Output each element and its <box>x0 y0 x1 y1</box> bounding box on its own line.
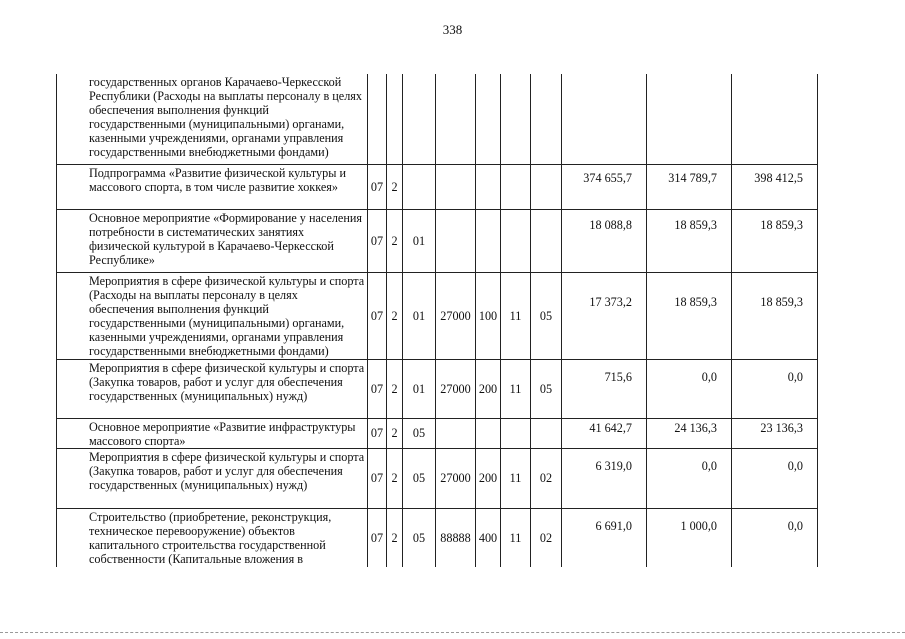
code-subdivision: 05 <box>531 359 562 418</box>
code-division: 11 <box>501 508 531 567</box>
code-subdivision: 05 <box>531 272 562 359</box>
table-row <box>57 448 818 508</box>
code-direction <box>436 418 476 448</box>
code-event: 05 <box>403 508 436 567</box>
code-expense-type <box>476 74 501 164</box>
scan-edge-line <box>0 632 905 633</box>
code-expense-type: 100 <box>476 272 501 359</box>
row-description: Строительство (приобретение, реконструкция, техническое перевооружение) объектов капитального строительства государственной собственности (Капитальные вложения в <box>57 508 368 567</box>
code-expense-type: 400 <box>476 508 501 567</box>
code-division: 11 <box>501 359 531 418</box>
code-division <box>501 164 531 209</box>
code-program: 2 <box>387 418 403 448</box>
code-direction <box>436 209 476 272</box>
code-section: 07 <box>368 164 387 209</box>
code-event: 01 <box>403 359 436 418</box>
code-event: 05 <box>403 418 436 448</box>
amount-year-3 <box>732 74 818 164</box>
code-direction <box>436 164 476 209</box>
code-direction: 27000 <box>436 448 476 508</box>
amount-year-2: 1 000,0 <box>647 508 732 567</box>
amount-year-1: 6 319,0 <box>562 448 647 508</box>
code-subdivision <box>531 418 562 448</box>
code-expense-type <box>476 164 501 209</box>
table-row <box>57 209 818 272</box>
code-event <box>403 74 436 164</box>
amount-year-3: 0,0 <box>732 508 818 567</box>
row-description: Мероприятия в сфере физической культуры и спорта (Расходы на выплаты персоналу в целях обеспечения выполнения функций государственными (муниципальными) органами, казенными учреждениями, органами управления государственными внебюджетными фондами) <box>57 272 368 359</box>
code-program: 2 <box>387 359 403 418</box>
code-division <box>501 418 531 448</box>
code-program: 2 <box>387 508 403 567</box>
table-row <box>57 272 818 359</box>
code-expense-type: 200 <box>476 359 501 418</box>
code-subdivision <box>531 209 562 272</box>
table-row <box>57 508 818 567</box>
code-direction: 88888 <box>436 508 476 567</box>
code-expense-type <box>476 418 501 448</box>
row-description: государственных органов Карачаево-Черкесской Республики (Расходы на выплаты персоналу в целях обеспечения выполнения функций государственными (муниципальными) органами, казенными учреждениями, органами управления государственными внебюджетными фондами) <box>57 74 368 164</box>
table-row <box>57 164 818 209</box>
amount-year-2: 24 136,3 <box>647 418 732 448</box>
amount-year-1 <box>562 74 647 164</box>
amount-year-3: 23 136,3 <box>732 418 818 448</box>
amount-year-1: 17 373,2 <box>562 272 647 359</box>
amount-year-3: 18 859,3 <box>732 209 818 272</box>
amount-year-2: 0,0 <box>647 448 732 508</box>
code-section: 07 <box>368 508 387 567</box>
code-event: 01 <box>403 272 436 359</box>
code-event <box>403 164 436 209</box>
code-subdivision: 02 <box>531 508 562 567</box>
row-description: Основное мероприятие «Развитие инфраструктуры массового спорта» <box>57 418 368 448</box>
code-direction: 27000 <box>436 272 476 359</box>
code-section: 07 <box>368 272 387 359</box>
amount-year-1: 41 642,7 <box>562 418 647 448</box>
code-expense-type <box>476 209 501 272</box>
table-row <box>57 74 818 164</box>
amount-year-3: 0,0 <box>732 359 818 418</box>
code-subdivision <box>531 164 562 209</box>
amount-year-1: 18 088,8 <box>562 209 647 272</box>
amount-year-3: 398 412,5 <box>732 164 818 209</box>
code-division: 11 <box>501 272 531 359</box>
table-row <box>57 359 818 418</box>
amount-year-3: 0,0 <box>732 448 818 508</box>
code-section: 07 <box>368 359 387 418</box>
amount-year-1: 374 655,7 <box>562 164 647 209</box>
code-event: 05 <box>403 448 436 508</box>
code-subdivision: 02 <box>531 448 562 508</box>
amount-year-2: 314 789,7 <box>647 164 732 209</box>
code-program: 2 <box>387 164 403 209</box>
budget-table <box>56 74 818 567</box>
table-row <box>57 418 818 448</box>
row-description: Мероприятия в сфере физической культуры и спорта (Закупка товаров, работ и услуг для обеспечения государственных (муниципальных) нужд) <box>57 448 368 508</box>
amount-year-2 <box>647 74 732 164</box>
code-direction: 27000 <box>436 359 476 418</box>
code-direction <box>436 74 476 164</box>
code-program: 2 <box>387 272 403 359</box>
code-program: 2 <box>387 448 403 508</box>
amount-year-2: 0,0 <box>647 359 732 418</box>
code-event: 01 <box>403 209 436 272</box>
row-description: Мероприятия в сфере физической культуры и спорта (Закупка товаров, работ и услуг для обеспечения государственных (муниципальных) нужд) <box>57 359 368 418</box>
row-description: Основное мероприятие «Формирование у населения потребности в систематических занятиях физической культурой в Карачаево-Черкесской Республике» <box>57 209 368 272</box>
code-subdivision <box>531 74 562 164</box>
code-section: 07 <box>368 418 387 448</box>
code-section: 07 <box>368 209 387 272</box>
code-division <box>501 74 531 164</box>
amount-year-1: 6 691,0 <box>562 508 647 567</box>
code-division <box>501 209 531 272</box>
amount-year-1: 715,6 <box>562 359 647 418</box>
code-section <box>368 74 387 164</box>
code-program <box>387 74 403 164</box>
code-program: 2 <box>387 209 403 272</box>
row-description: Подпрограмма «Развитие физической культуры и массового спорта, в том числе развитие хоккея» <box>57 164 368 209</box>
code-section: 07 <box>368 448 387 508</box>
code-division: 11 <box>501 448 531 508</box>
page-number: 338 <box>442 22 463 37</box>
amount-year-3: 18 859,3 <box>732 272 818 359</box>
code-expense-type: 200 <box>476 448 501 508</box>
amount-year-2: 18 859,3 <box>647 209 732 272</box>
amount-year-2: 18 859,3 <box>647 272 732 359</box>
